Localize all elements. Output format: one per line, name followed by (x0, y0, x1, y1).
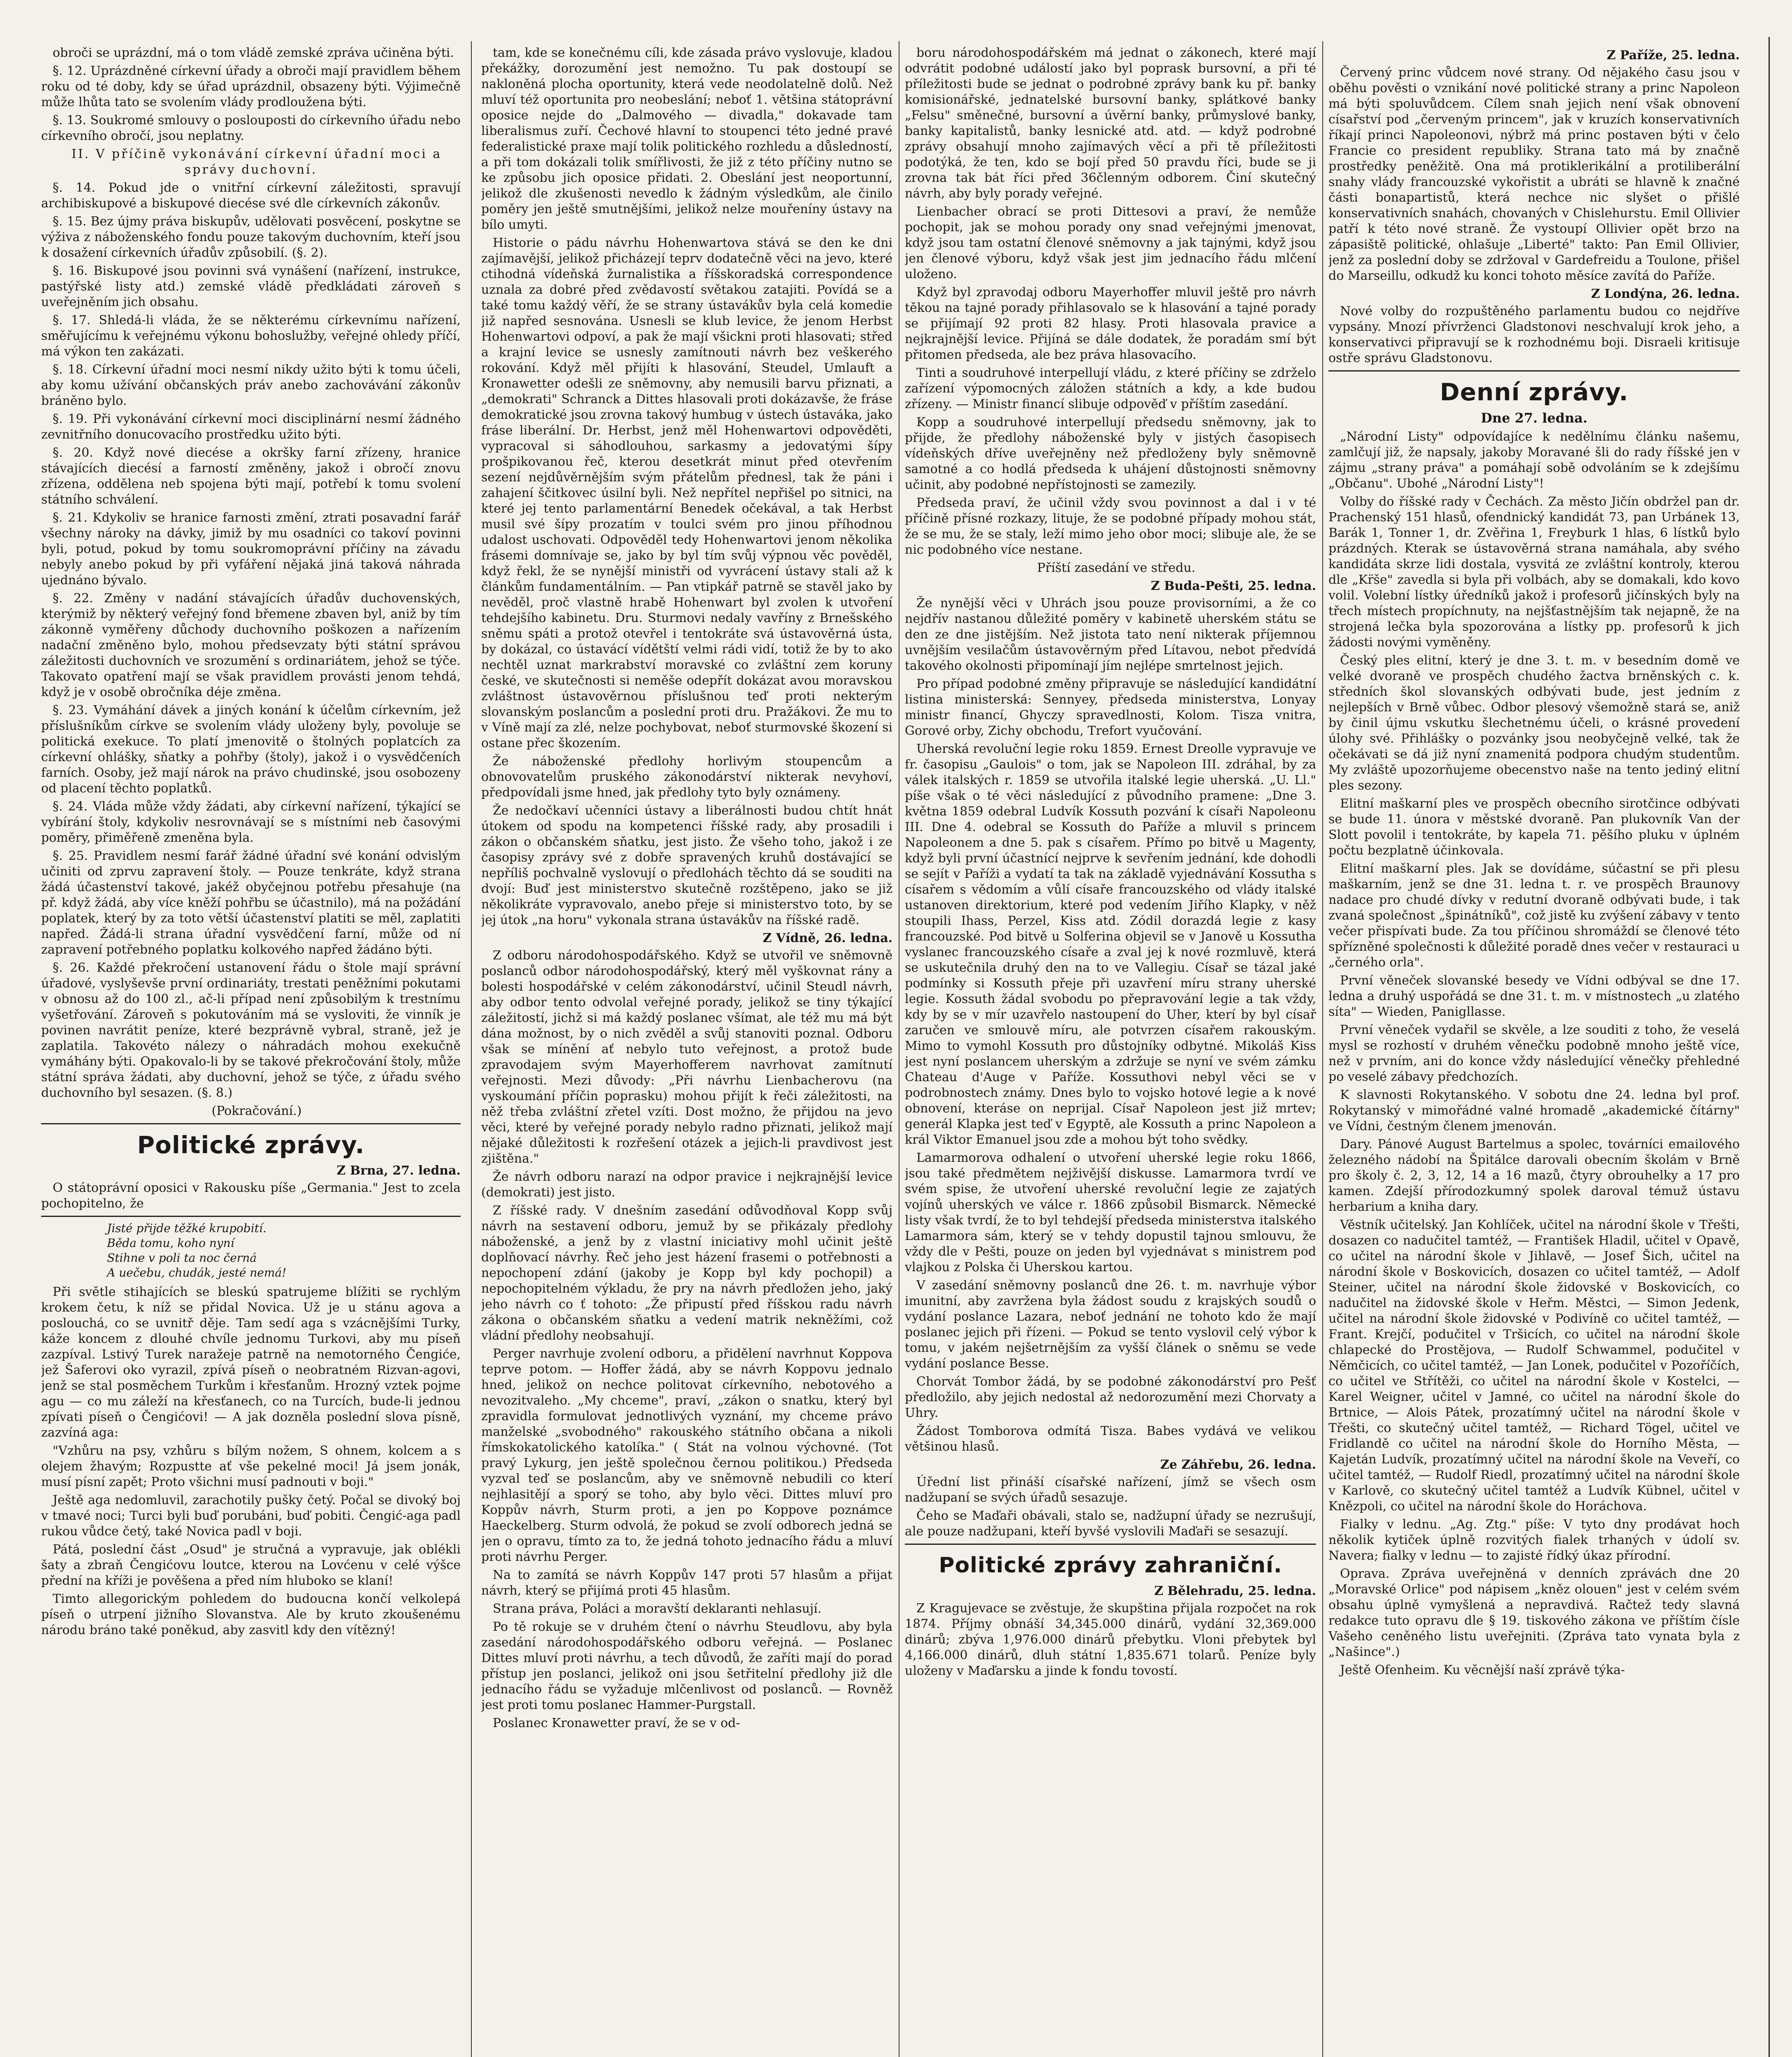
paragraph: Když byl zpravodaj odboru Mayerhoffer mluvil ještě pro návrh těkou na tajné porady přihlasovalo se k hlasování a tajné porady se přijímají 92 proti 82 hlasy. Proti hlasovala pravice a nejkrajnější levice. Přijíná se dále dodatek, že poradám smí být přitomen předseda, ale bez práva hlasovacího. (905, 285, 1316, 362)
divider (41, 1123, 461, 1124)
paragraph: §. 15. Bez újmy práva biskupův, udělovati posvěcení, poskytne se výživa z náboženského fondu pouze takovým duchovním, kteří jsou k dosažení církevních úřadův způsobilí. (§. 2). (41, 214, 461, 260)
column-3 (905, 45, 1316, 2057)
paragraph: §. 20. Když nové diecése a okršky farní zřízeny, hranice stávajících diecésí a farností změněny, jakož i obročí znovu zřízena, oddělena neb spojena býti mají, potřebí k tomu svolení státního schválení. (41, 446, 461, 507)
paragraph: V zasedání sněmovny poslanců dne 26. t. m. navrhuje výbor imunitní, aby zavržena byla žádost soudu z krajských soudů o vydání poslance Lazara, neboť jednání ne tohoto kdo že mají poslanec jejich při řízeni. — Pokud se tento vyslovil celý výbor k tomu, v jakém nejšetrnějším za vyšší článek o sněmu se vede vydání poslance Besse. (905, 1278, 1316, 1371)
paragraph: tam, kde se konečnému cíli, kde zásada právo vyslovuje, kladou překážky, dorozumění jest nemožno. Tu pak dostoupí se nakloněná plocha oportunity, která vede neodolatelně dolů. Než mluví též oportunita pro neobeslání; neboť 1. většina státoprávní oposice nejde do „Dalmového — divadla," dokavade tam liberalismus zuří. Čechové hlavní to stoupenci této jedné pravé federalistické praxe mají tolik politického rozhledu a důsledností, a při tom dokázali tolik smířlivosti, že již z této příčiny nutno se ke způsobu jich oposice přidati. 2. Obeslání jest neoportunní, jelikož dle zkušenosti nevedlo k žádným výsledkům, ale činilo poměry jen ještě smutnějšími, jelikož nelze mouřeníny ústavy na bílo umyti. (481, 46, 893, 232)
poem-line: Běda tomu, koho nyní (107, 1236, 234, 1250)
paragraph: Příští zasedání ve středu. (1037, 561, 1196, 575)
paragraph: „Národní Listy" odpovídajíce k nedělnímu článku našemu, zamlčují již, že napsaly, jakoby Moravané šli do rady říšské jen v zájmu „strany práva" a pomáhají sobě odvoláním se k zdejšímu „Občanu". Ubohé „Národní Listy"! (1328, 430, 1740, 491)
paragraph: Po tě rokuje se v druhém čtení o návrhu Steudlovu, aby byla zasedání národohospodářského odboru veřejná. — Poslanec Dittes mluví proti návrhu, a tech důvodů, že zaříti mají do porad přístup jen poslanci, jelikož oni jsou šetřitelní předlohy již dle jednacího řádu se vyžaduje mlčenlivost od poslanců. — Rovněž jest proti tomu poslanec Hammer-Purgstall. (481, 1620, 893, 1712)
section-title: Politické zprávy. (137, 1131, 365, 1159)
continued-note: (Pokračování.) (211, 1104, 302, 1118)
dateline (1328, 286, 1740, 302)
paragraph: První věneček slovanské besedy ve Vídni odbýval se dne 17. ledna a druhý uspořádá se dne 31. t. m. v místnostech „u zlatého síta" — Wieden, Panigllasse. (1328, 973, 1740, 1019)
poem-line: A uečebu, chudák, jesté nemá! (107, 1266, 287, 1279)
section-title: Politické zprávy zahraniční. (939, 1553, 1282, 1578)
paragraph: §. 16. Biskupové jsou povinni svá vynášení (nařízení, instrukce, pastýřské listy atd.) zemské vládě předkládati zároveň s uveřejněním jich obsahu. (41, 264, 461, 309)
paragraph: Že náboženské předlohy horlivým stoupencům a obnovovatelům pruského zákonodárství nikterak nevyhoví, předpovídali jsme hned, jak předlohy tyto byly oznámeny. (481, 754, 893, 800)
paragraph: Český ples elitní, který je dne 3. t. m. v besedním domě ve velké dvoraně ve prospěch chudého žactva brněnských c. k. středních škol slovanských odbývati bude, jest jedním z nejlepších v Brně vůbec. Odbor plesový všemožně stará se, aniž by činil újmu vskutku šlechetnému účeli, o krásné provedení úlohy své. Přihlášky o pozvánky jsou neobyčejně velké, tak že očekávati se dá již nyní znamenitá podpora chudým studentům. My zvláště upozorňujeme obecenstvo naše na tento jediný elitní ples sezony. (1328, 653, 1740, 793)
dateline-city: Z Londýna (1591, 287, 1663, 301)
paragraph: Elitní maškarní ples. Jak se dovídáme, súčastní se při plesu maškarním, jenž se dne 31. ledna t. r. ve prospěch Braunovy nadace pro chudé dívky v redutní dvoraně odbývati bude, i tak zvaná společnost „špinátníků", což jistě ku zvýšení zábavy v tento večer přispívati bude. Za tou příčinou shromáždí se členové této spřízněné společnosti k důležité poradě dnes večer v restauraci u „černého orla". (1328, 861, 1740, 970)
paragraph: Historie o pádu návrhu Hohenwartova stává se den ke dni zajímavější, jelikož přicházejí teprv dodatečně věci na jevo, které ctihodná vídeňská žurnalistika a říšskoradská correspondence uznala za dobré před zvědavostí světakou zatajiti. Povídá se a také tomu každý věří, že se strany ústavákův byla celá komedie již napřed sesnována. Usnesli se klub levice, že jenom Herbst Hohenwartovi odpoví, a pak že mají všickni proti hlasovati; střed a krajní levice se usnesly zamítnouti návrh bez veškerého rokování. Když měl přijíti k hlasování, Steudel, Umlauft a Kronawetter odešli ze sněmovny, aby nemusili barvu přiznati, a „demokrati" Schranck a Dittes hlasovali proti dokázavše, že fráse demokratické jsou zrovna takový humbug v ústech ústaváka, jako fráse liberální. Dr. Herbst, jenž měl Hohenwartovi odpověděti, vypracoval si sáhodlouhou, sarkasmy a jedovatými šípy prošpikovanou řeč, kterou desetkrát minut před otevřením sezení nejdůvěrnějším svým přátelům přednesl, tak že páni i zahajení ščitkovec úsilní byli. Než nepřítel nepřišel po sitnici, na které jej tento parlamentární Benedek očekával, a tak Herbst musil své šípy prozatím v toulci svém pro jinou příhodnou udalost uschovati. Odpověděl tedy Hohenwartovi jenom několika frásemi domnívaje se, jako by byl tím svůj výpnou věc pověděl, když řekl, že se nynější ministři od vyvrácení ústavy stali až k článkům fundamentálním. — Pan vtipkář patrně se stavěl jako by nevěděl, proč vlastně hrabě Hohenwart byl zvolen k utvoření tehdejšího kabinetu. Dru. Sturmovi nedaly vavříny z Brnešského sněmu spáti a protož otevřel i tentokráte svá ústavověrná ústa, by dokázal, co ústavácí vídětští velmi rádi vidí, totiž že by to ako nechtěl uznat markrabství moravské co zvláštní zem koruny české, ve skutečnosti si neměše odepřít dokázat avou moravskou zvláštnost ústavověrnou příslušnou teď proti nekterým slovanským poslancům a poslední proti dru. Pražákovi. Že mu to v Víně mají za zlé, nelze pochybovat, neboť sturmovské škození si ostane přec škozením. (481, 236, 893, 750)
paragraph: §. 25. Pravidlem nesmí farář žádné úřadní své konání odvislým učiniti od zprvu zapravení štoly. — Pouze tenkráte, když strana žádá účastenství takové, jakéž obyčejnou potřebu přesahuje (na př. když žádá, aby více kněží pohřbu se účastnilo), má na požádání poplatek, který by za toto větší účastenství platiti se měl, zaplatiti napřed. Žádá-li strana úřadní vysvědčení farní, může od ní zapravení potřebného poplatku kolkového napřed žádáno býti. (41, 849, 461, 957)
paragraph: Strana práva, Poláci a moravští deklaranti nehlasují. (493, 1602, 822, 1616)
dateline-city: Ze Záhřebu (1160, 1458, 1240, 1472)
divider (1328, 370, 1740, 371)
paragraph: §. 26. Každé překročení ustanovení řádu o štole mají správní úřadové, vyslyševše první ordinariáty, trestati peněžními pokutami v obnosu až do 100 zl., ač-li případ není způsobilým k trestnímu vyšetřování. Zároveň s pokutováním má se vysloviti, že vinník je povinen navrátit peníze, které bezprávně vybral, straně, jež je zaplatila. Takovéto nálezy o náhradách mohou exekučně vymáhány býti. Opakovalo-li by se takové překročování štoly, může státní správa žádati, aby duchovní, jehož se týče, z úřadu svého duchovního byl sesazen. (§. 8.) (41, 961, 461, 1100)
dateline-date: , 26. ledna. (816, 931, 893, 945)
paragraph: Že návrh odboru narazí na odpor pravice i nejkrajnější levice (demokrati) jest jisto. (481, 1170, 893, 1200)
paragraph: Fialky v lednu. „Ag. Ztg." píše: V tyto dny prodávat hoch několik kytiček úplně rozvitých fialek trhaných v údolí sv. Navera; fialky v lednu — to zajisté řídký úkaz přírodní. (1328, 1517, 1740, 1563)
paragraph: Elitní maškarní ples ve prospěch obecního sirotčince odbývati se bude 11. února v městské dvoraně. Pan plukovník Van der Slott povolil i tentokráte, by kapela 71. pěšího pluku v úplném počtu bezplatně účinkovala. (1328, 796, 1740, 858)
column-2 (481, 45, 893, 2057)
paragraph: §. 24. Vláda může vždy žádati, aby církevní nařízení, týkající se vybírání štoly, kdykoliv nesrovnávají se s místními neb časovými poměry, přiměřeně zmeněna byla. (41, 799, 461, 845)
paragraph: Nové volby do rozpuštěného parlamentu budou co nejdříve vypsány. Mnozí přívrženci Gladstonovi neschvalují krok jeho, a konservativci připravují se k rozhodnému boji. Disraeli kritisuje ostře správu Gladstonovu. (1328, 304, 1740, 365)
dateline-city: Z Paříže (1607, 48, 1663, 63)
paragraph: Lamarmorova odhalení o utvoření uherské legie roku 1866, jsou také předmětem nejživější diskusse. Lamarmora tvrdí ve svém spise, že utvoření uherské revoluční legie ze zajatých vojínů uherských ve válce r. 1866 způsobil Bismarck. Německé listy však tvrdí, že to byl tehdejší předseda ministerstva italského Lamarmora sám, který se v tehdy dopustil tajnou smlouvu, že vždy dle v Pešti, pouze on jeden byl vyjednávat s ministrem pod vlajkou z Polska či Uherskou kartou. (905, 1151, 1316, 1275)
paragraph: Ještě aga nedomluvil, zarachotily pušky četý. Počal se divoký boj v tmavé noci; Turci byli buď porubáni, buď pobiti. Čengić-aga padl rukou vůdce četý, také Novica padl v boji. (41, 1493, 461, 1539)
poem (107, 1221, 461, 1280)
paragraph: Tinti a soudruhové interpellují vládu, z které příčiny se zdrželo zařízení výpomocných záložen státních a kdy, a kde budou zřízeny. — Ministr financí slibuje odpověď v příštím zasedání. (905, 366, 1316, 411)
paragraph: §. 19. Při vykonávání církevní moci disciplinární nesmí žádného zevnitřního donucovacího prostředku užito býti. (41, 412, 461, 442)
paragraph: §. 23. Vymáhání dávek a jiných konání k účelům církevním, jež příslušníkům církve se svolením vlády uloženy byly, povoluje se politická exekuce. To platí jmenovitě o štolných poplatcích za církevní ohlášky, sňatky a pohřby (štoly), jakož i o vysvědčeních farních. Osoby, jež mají nárok na právo chudinské, jsou osobozeny od placení těchto poplatků. (41, 703, 461, 796)
paragraph: §. 13. Soukromé smlouvy o poslouposti do církevního úřadu nebo církevního obročí, jsou neplatny. (41, 113, 461, 143)
paragraph: Věstník učitelský. Jan Kohlíček, učitel na národní škole v Třešti, dosazen co nadučitel tamtéž, — František Hladil, učitel v Opavě, co učitel na národní škole v Jihlavě, — Josef Šich, učitel na národní škole v Boskovicích, dosazen co učitel tamtéž, — Adolf Steiner, učitel na národní škole židovské v Boskovicích, co nadučitel na židovské škole v Heřm. Městci, — Simon Jedenk, učitel na národní škole židovské v Podivíně co učitel tamtéž, — Frant. Krejčí, podučitel v Tršicích, co učitel na národní škole chlapecké do Prostějova, — Rudolf Schwammel, podučitel v Němčicích, co učitel tamtéž, — Jan Lonek, podučitel v Pozoříčích, co učitel ve Střítěži, co učitel na národní škole v Kostelci, — Karel Weigner, učitel v Jamné, co učitel na národní škole do Brtnice, — Alois Pátek, prozatímný učitel na národní škole v Třešti, co skutečný učitel tamtéž, — Richard Tögel, učitel ve Fridlandě co učitel na národní škole do Horního Města, — Kajetán Ludvík, prozatímný učitel na národní škole na Veveří, co učitel tamtéž, — Rudolf Riedl, prozatímný učitel na národní škole v Karlově, co skutečný učitel tamtéž a Ludvík Kübnel, učitel v Knězpoli, co učitel na národní škole do Horáchova. (1328, 1218, 1740, 1514)
paragraph: Lienbacher obrací se proti Dittesovi a praví, že nemůže pochopit, jak se mohou porady ony snad veřejnými jmenovat, když jsou tam ostatní členové sněmovny a jak tajnými, když jsou jen členové výboru, když však jest jim jednacího řádu mlčení uloženo. (905, 204, 1316, 281)
dateline (1328, 48, 1740, 63)
paragraph: Oprava. Zpráva uveřejněná v denních zprávách dne 20 „Moravské Orlice" pod nápisem „kněz olouen" jest v celém svém obsahu úplně vymyšlená a nepravdivá. Račtež tedy slavná redakce tuto opravu dle § 19. tiskového zákona ve příštím čísle Vašeho ceněného listu uveřejniti. (Zpráva tato vynata byla z „Našince".) (1328, 1567, 1740, 1659)
dateline-city: Z Bělehradu (1154, 1584, 1240, 1598)
paragraph: O státoprávní oposici v Rakousku píše „Germania." Jest to zcela pochopitelno, že (41, 1181, 461, 1211)
dateline-date: , 25. ledna. (1239, 1584, 1316, 1598)
divider (905, 1544, 1316, 1545)
dateline-date: , 27. ledna. (384, 1163, 461, 1178)
paragraph: §. 14. Pokud jde o vnitřní církevní záležitosti, spravují archibiskupové a biskupové diecése své dle církevních zákonův. (41, 181, 461, 211)
paragraph: Předseda praví, že učinil vždy svou povinnost a dal i v té příčině přísné rozkazy, lituje, že se podobné případy mohou stát, že se mu, že se staly, leží mimo jeho obor moci; slibuje ale, že se nic podobného více nestane. (905, 496, 1316, 557)
paragraph: Dary. Pánové August Bartelmus a spolec, továrníci emailového železného nádobí na Špitálce darovali obecním školám v Brně pro školy č. 2, 3, 12, 14 a 16 mazů, čtyry obrouhelky a 17 pro kamen. Zdejší přírodozkumný spolek daroval témuž ústavu herbarium a kniha dary. (1328, 1137, 1740, 1214)
paragraph: Na to zamítá se návrh Koppův 147 proti 57 hlasům a přijat návrh, který se přijímá proti 45 hlasům. (481, 1568, 893, 1598)
paragraph: Perger navrhuje zvolení odboru, a přidělení navrhnut Koppova teprve potom. — Hoffer žádá, aby se návrh Koppovu jednalo hned, jelikož on nechce politovat církevního, nebotového a nevozitvaleho. „My chceme", praví, „zákon o snatku, který byl zpravidla formulovat jednotlivých vyznání, my chceme právo manželské „svobodného" rakouského státního občana a nikoli římskokatolického katolíka." ( Stát na volnou výchovné. (Tot pravý Lykurg, jen ještě společnou černou politikou.) Předseda vyzval teď se poslancům, aby ve sněmovně nebudili co kterí nejhlasitějí a sporý se toho, aby bylo věci. Dittes mluví pro Koppův návrh, Sturm proti, a jen po Koppove poznámce Haeckelberg. Sturm odvolá, že pokud se zvolí odborech jedná se jen o opravu, tímto za to, že jedná tohoto jednacího řádu a mluví proti návrhu Perger. (481, 1347, 893, 1564)
column-rule (1322, 41, 1323, 2057)
paragraph: Kopp a soudruhové interpellují předsedu sněmovny, jak to přijde, že předlohy náboženské byly v jistých časopisech vídeňských dříve uveřejněny než předloženy byly sněmovně samotné a co hodlá předseda k uhájení důstojnosti sněmovny učinit, aby podobné nepřístojnosti se zamezily. (905, 415, 1316, 492)
paragraph: Ještě Ofenheim. Ku věcnější naší zprávě týka- (1340, 1663, 1625, 1677)
paragraph: Poslanec Kronawetter praví, že se v od- (493, 1716, 740, 1730)
dateline-date: , 25. ledna. (1663, 48, 1740, 63)
paragraph: Chorvát Tombor žádá, by se podobné zákonodárství pro Pešť předložilo, aby jejich nedostal až nedorozumění mezi Chorvaty a Uhry. (905, 1374, 1316, 1420)
paragraph: boru národohospodářském má jednat o zákonech, které mají odvrátit podobné událostí jako byl poprask bursovní, a při té příležitosti bude se jednat o podrobné zprávy bank ku př. banky komisionářské, jednatelské bursovní banky, splátkové banky „Felsu" směnečné, bursovní a úvěrní banky, průmyslové banky, banky kapitalistů, banky lesnické atd. atd. — když podrobné zprávy obsahují mnoho zajímavých věcí a při tě příležitosti podotýká, že ten, kdo se bojí před 50 pravdu říci, bude se ji zrovna tak bát říci před 36členným odborem. Činí skutečný návrh, aby byly porady veřejné. (905, 46, 1316, 201)
dateline-city: Z Vídně (763, 931, 816, 945)
column-4 (1328, 45, 1740, 2057)
paragraph: Pro případ podobné změny připravuje se následující kandidátní listina ministerská: Sennyey, předseda ministerstva, Lonyay ministr financí, Ghyczy spravedlnosti, Kolom. Tisza vnitra, Gorové orby, Zichy obchodu, Trefort vyučování. (905, 677, 1316, 738)
dateline (905, 1583, 1316, 1599)
paragraph: Z odboru národohospodářského. Když se utvořil ve sněmovně poslanců odbor národohospodářský, který měl vyškovnat rány a bolesti hospodářské v celém zákonodárství, učinil Steudl návrh, aby odbor tento odvolal veřejné porady, jelikož se tiny týkající záležitostí, jichž si má každý poslanec všímat, ale též mu má být dána možnost, by o nich zvěděl a svůj stanoviti poznal. Odboru však se mínění ať nebylo tuto veřejnost, a protož bude zpravodajem svým Mayerhofferem navrhovat zamítnutí veřejnosti. Mezi důvody: „Při návrhu Lienbacherovu (na vyskoumání příčin poprasku) mohou přijít k řeči záležitosti, na něž třeba zvláštní zřetel vzíti. Dost možno, že přijdou na jevo věci, které by veřejné porady nebylo radno přiznati, jelikož mají nějaké důležitosti k rozřešení otázek a jejich-li pravdivost jest zjištěna." (481, 948, 893, 1166)
section-title: Denní zprávy. (1440, 378, 1629, 406)
paragraph: Z Kragujevace se zvěstuje, že skupština přijala rozpočet na rok 1874. Příjmy obnáší 34,345.000 dinárů, vydání 32,369.000 dinárů; zbýva 1,976.000 dinárů přebytku. Vloni přebytek byl 4,166.000 dinárů, dluh státní 1,835.671 tolarů. Peníze byly uloženy v Maďarsku a jinde k fondu tovostí. (905, 1601, 1316, 1678)
paragraph: §. 17. Shledá-li vláda, že se některému církevnímu nařízení, směřujícímu k veřejnému výkonu bohoslužby, veřejné ohledy příčí, má výkon ten zakázati. (41, 313, 461, 359)
dateline-date: , 26. ledna. (1239, 1458, 1316, 1472)
poem-line: Jisté přijde těžké krupobití. (107, 1221, 267, 1235)
paragraph: Z říšské rady. V dnešním zasedání odůvodňoval Kopp svůj návrh na sestavení odboru, jemuž by se přikázaly předlohy náboženské, a jenž by z vlastní iniciativy mohl učinit ještě doplňovací návrhy. Řeč jeho jest házení frasemi o potřebnosti a nepochopení zdání (jakoby je Kopp byl kdy pochopil) a nepochopitelném výkladu, že pry na návrh předložen jeho, jaký jeho návrh co ť tohoto: „Že připustí před říšskou radu návrh zákona o občanském sňatku a vedení matrik nekněžími, což vládní předlohy neobsahují. (481, 1203, 893, 1343)
dateline (905, 578, 1316, 594)
dateline-city: Z Buda-Pešti (1150, 579, 1240, 593)
column-rule (471, 41, 472, 2057)
paragraph: Uherská revoluční legie roku 1859. Ernest Dreolle vypravuje ve fr. časopisu „Gaulois" o tom, jak se Napoleon III. zdráhal, by za válek italských r. 1859 se utvořila italské legie uherská. „U. Ll." píše však o té věci následující z původního pramene: „Dne 3. května 1859 odebral Ludvík Kossuth pozvání k císaři Napoleonu III. Dne 4. odebral se Kossuth do Paříže a mluvil s princem Napoleonem a dne 5. pak s císařem. Přímo po bitvě u Magenty, když byli první účastnící nejprve k sevřením jednání, kde dohodli se sejít v Paříži a vydatí ta tak na základě vyjednávání Kossutha s císařem s vědomím a vůlí císaře francouzského od vlády italské ustanoven direktorium, které pod vedením Jiřího Klapky, v něž stoupili Ihass, Perzel, Kiss atd. Zódil dorazdá legie z kasy francouzské. Pod bitvě u Solferina objevil se v Janově u Kossutha vyslanec francouzského císaře a zval jej k nové rozmluvě, která se uskutečnila druhý den na to ve Vallegiu. Císař se tázal jaké podmínky si Kossuth přeje při uzavření míru strany uherské legie. Kossuth žádal svobodu po přepravování legie a tak vždy, kdy by se v mír uzavřelo nastoupení do Uher, kterí by byl císař zaručen ve smlouvě míru, ale potvrzen císařem rakouským. Mimo to vymohl Kossuth pro důstojníky odbytné. Mikoláš Kiss jest nyní poslancem uherským a zdržuje se nyní ve svém zámku Chateau d'Auge v Paříže. Kossuthovi nebyl věci se v podrobnostech známy. Dnes bylo to vojsko hotové legie a k nové obnovení, kteráse on neprijal. Císař Napoleon jest již mrtev; generál Klapka jest teď v Egyptě, ale Kossuth a princ Napoleon a král Viktor Emanuel jsou zde a mohou být toho svědky. (905, 742, 1316, 1147)
poem-line: Stihne v poli ta noc černá (107, 1251, 257, 1265)
paragraph: Timto allegorickým pohledem do budoucna končí velkolepá píseň o utrpení jižního Slovanstva. Ale by kruto zkoušenému národu bráno také poněkud, aby zasvitl kdy den vítězný! (41, 1592, 461, 1637)
section-heading: II. V příčině vykonávání církevní úřadní moci a správy duchovní. (71, 147, 442, 177)
paragraph: Červený princ vůdcem nové strany. Od nějakého času jsou v oběhu pověsti o vznikání nové politické strany a princ Napoleon má býti spoluvůdcem. Cílem snah jejich není však obnovení císařství pod „červeným princem", jak v kruzích konservativních říkají princi Napoleonovi, nýbrž má princ postaven býti v čelo Francie co president republiky. Strana tato má by značně prostředky peněžitě. Ona má protiklerikální a protiliberální snahy vlády francouzské vykořistit a ubráti se hlavně k značné části bonapartistů, která nechce nic slyšet o přišlé konservativních snahách, chovaných v Chislehurstu. Emil Ollivier patří k této nové straně. Že vystoupí Ollivier opět brzo na zápasiště politické, ohlašuje „Liberté" takto: Pan Emil Ollivier, jenž za poslední doby se zdržoval v Gardefreidu a Toulone, přišel do Marseillu, odkudž ku konci tohoto měsíce zavítá do Paříže. (1328, 65, 1740, 283)
dateline (41, 1163, 461, 1179)
dateline-date: , 25. ledna. (1239, 579, 1316, 593)
paragraph: Pátá, poslední část „Osud" je stručná a vypravuje, jak oblékli šaty a zbraň Čengićovu loutce, kterou na Lovćenu v celé výšce přední na kříži je pověšena a před ním hluboko se klaní! (41, 1542, 461, 1588)
paragraph: §. 21. Kdykoliv se hranice farnosti změní, ztrati posavadní farář všechny nároky na dávky, jimiž by mu osadníci co takoví povinni byli, potud, pokud by tomu soukromoprávní příčiny na závadu nebyly anebo pokud by při vyfáření nějaká jiná taková náhrada ujednáno bývalo. (41, 511, 461, 587)
paragraph: Úřední list přináší císařské nařízení, jímž se všech osm nadžupaní se svých úřadů sesazuje. (905, 1475, 1316, 1505)
dateline-city: Z Brna (336, 1163, 384, 1178)
paragraph: §. 12. Uprázdněné církevní úřady a obroči mají pravidlem během roku od té doby, kdy se úřad uprázdnil, obsazeny býti. Výjimečně může lhůta tato se svolením vlády prodloužena býti. (41, 64, 461, 109)
paragraph: Volby do říšské rady v Čechách. Za město Jičín obdržel pan dr. Prachenský 151 hlasů, ofendnický kandidát 73, pan Urbánek 13, Barák 1, Tonner 1, dr. Zvěřina 1, Freyburk 1 hlas, 6 lístků bylo prázdných. Kterak se ústavověrná strana namáhala, aby svého kandidáta skrze lidi dostala, vysvitá ze zvláštní kontroly, kterou dle „Kr̈še" zavedla si byla při volbách, aby se domakali, kdo kovo volil. Volební lístky úředníků jakož i profesorů jičínských byly na třech místech propíchnuty, na nejšťastnějším tak nejapně, že na strojená lečka byla spozorována a lístky pp. profesorů k jich žádosti novými vyměněny. (1328, 495, 1740, 650)
paragraph: První věneček vydařil se skvěle, a lze souditi z toho, že veselá mysl se rozhostí v druhém věnečku podobně mnoho ještě více, než v prvním, ani do konce vždy následující věnečky přehledné po veselé zábavy předchozích. (1328, 1023, 1740, 1084)
divider (41, 1216, 461, 1217)
paragraph: §. 18. Církevní úřadní moci nesmí nikdy užito býti k tomu účeli, aby komu užívání občanských práv anebo zachovávání zákonův bráněno bylo. (41, 362, 461, 408)
paragraph: Že nynější věci v Uhrách jsou pouze provisorními, a že co nejdřív nastanou důležité poměry v kabinetě uherském státu se den ze dne jistějším. Než jistota tato není nikterak příjemnou uvnějším vesilačům ústavověrným před Lítavou, nebot předvídá takového okolnosti připomínají jím nejlépe smrtelnost jejich. (905, 596, 1316, 673)
paragraph: Při světle stihajících se bleskú spatrujeme blížiti se rychlým krokem četu, k níž se přidal Novica. Už je u stánu agova a poslouchá, co se uvnitř děje. Tam sedí aga s vzácnějšími Turky, káže koncem z dlouhé chvíle jednomu Turkovi, aby mu píseň zazpíval. Lstivý Turek naražeje patrně na nemotorného Čengiće, jež Šaferovi oko vyrazil, zpívá píseň o neobratném Rizvan-agovi, jenž se stal posměchem Turkům i křesťanům. Hrozný vztek pojme agu — co mu záleží na křesťanech, co na Turcích, bude-li jednou zpívati píseň o Čengićovi! — A jak dozněla poslední slova písně, zazvíná aga: (41, 1285, 461, 1440)
paragraph: Že nedočkaví učenníci ústavy a liberálnosti budou chtít hnát útokem od spodu na kompetenci říšské rady, aby prosadili i zákon o občanském sňatku, jest jisto. Že všeho toho, jakož i ze časopisy zprávy své z dobře spravených kruhů dostávající se nepříliš pochvalně vyslovují o předlohách těchto dá se souditi na dvojí: Buď jest ministerstvo skutečně rozštěpeno, jako se již několikráte vypravovalo, anebo přeje si ministerstvo toto, by se jej útok „na horu" vykonala strana ústavákův na říšské radě. (481, 803, 893, 927)
column-1 (41, 45, 461, 2057)
dateline (905, 1457, 1316, 1473)
paragraph: §. 22. Změny v nadání stávajících úřadův duchovenských, kterýmiž by některý veřejný fond břemene zbaven byl, aniž by tím zákonně vyměřeny důchody duchovního poškozen a nařízením nadační změněno bylo, mohou předsevzaty býti státní správou záležitosti duchovních ve srozumění s ordinariátem, jehož se týče. Takovato opatření mají se však pravidlem provásti jenom tehdá, když je v osobě obročníka déje změna. (41, 591, 461, 699)
page-edge (1769, 37, 1770, 2057)
paragraph: K slavnosti Rokytanského. V sobotu dne 24. ledna byl prof. Rokytanský v mimořádné valné hromadě „akademické čítárny" ve Vídni, čestným členem jmenován. (1328, 1088, 1740, 1133)
paragraph: Žádost Tomborova odmítá Tisza. Babes vydává ve velikou většinou hlasů. (905, 1424, 1316, 1454)
paragraph: obroči se uprázdní, má o tom vládě zemské zpráva učiněna býti. (53, 46, 454, 60)
date-subhead: Dne 27. ledna. (1481, 410, 1588, 426)
dateline-date: , 26. ledna. (1663, 287, 1740, 301)
paragraph: Čeho se Maďaři obávali, stalo se, nadžupní úřady se nezrušují, ale pouze nadžupani, kteří byvšé vyslovili Maďaři se sesazují. (905, 1509, 1316, 1539)
dateline (481, 931, 893, 946)
paragraph: "Vzhůru na psy, vzhůru s bílým nožem, S ohnem, kolcem a s olejem žhavým; Rozpustte ať vše pekelné moci! Já jsem jonák, musí písní zapět; Proto všichni musí padnouti v boji." (41, 1444, 461, 1489)
